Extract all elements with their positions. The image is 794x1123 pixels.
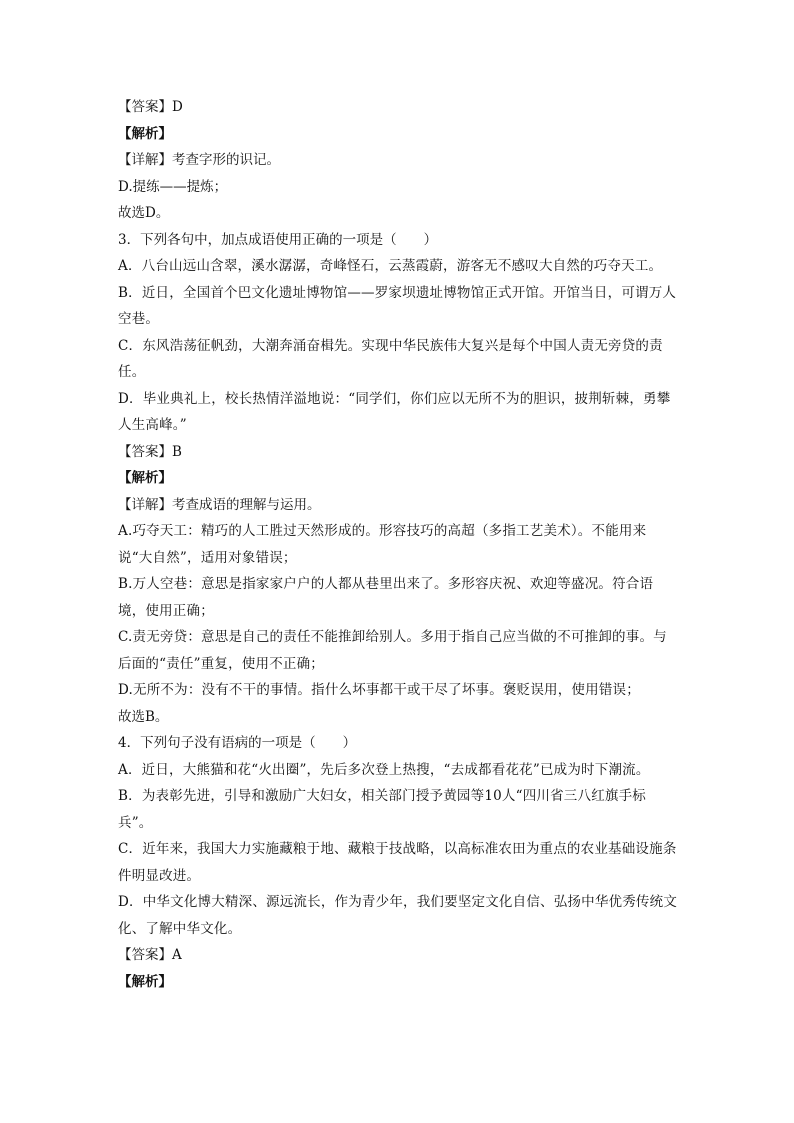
q2-detail: 【详解】考查字形的识记。 (118, 152, 280, 168)
q3-explain-b: B.万人空巷：意思是指家家户户的人都从巷里出来了。多形容庆祝、欢迎等盛况。符合语境，使用正确； (118, 576, 654, 619)
q3-analysis-label: 【解析】 (118, 470, 172, 486)
q4-question: 4．下列句子没有语病的一项是（ ） (118, 735, 357, 751)
q3-explain-a: A.巧夺天工：精巧的人工胜过天然形成的。形容技巧的高超（多指工艺美术）。不能用来说“大自然”，适用对象错误； (118, 523, 647, 566)
q3-conclusion: 故选B。 (118, 708, 169, 725)
q2-conclusion: 故选D。 (118, 205, 170, 221)
q3-detail: 【详解】考查成语的理解与运用。 (118, 496, 321, 513)
document-body (118, 94, 678, 995)
q3-option-b: B．近日，全国首个巴文化遗址博物馆——罗家坝遗址博物馆正式开馆。开馆当日，可谓万人空巷。 (118, 284, 677, 327)
q4-option-b: B．为表彰先进，引导和激励广大妇女，相关部门授予黄园等10人“四川省三八红旗手标兵”。 (118, 788, 646, 831)
q4-answer: 【答案】A (118, 947, 182, 963)
q2-answer: 【答案】D (118, 99, 183, 115)
q3-question: 3．下列各句中，加点成语使用正确的一项是（ ） (118, 231, 438, 248)
q3-answer: 【答案】B (118, 443, 182, 460)
q3-explain-c: C.责无旁贷：意思是自己的责任不能推卸给别人。多用于指自己应当做的不可推卸的事。与后面的“责任”重复，使用不正确； (118, 629, 667, 672)
q2-explanation: D.提练——提炼； (118, 178, 228, 195)
q4-option-a: A．近日，大熊猫和花“火出圈”，先后多次登上热搜，“去成都看花花”已成为时下潮流。 (118, 761, 650, 778)
q3-option-d: D．毕业典礼上，校长热情洋溢地说：“同学们，你们应以无所不为的胆识，披荆斩棘，勇攀人生高峰。” (118, 390, 671, 433)
q3-option-a: A．八台山远山含翠，溪水潺潺，奇峰怪石，云蒸霞蔚，游客无不感叹大自然的巧夺天工。 (118, 258, 663, 274)
q3-explain-d: D.无所不为：没有不干的事情。指什么坏事都干或干尽了坏事。褒贬误用，使用错误； (118, 682, 640, 698)
q2-analysis-label: 【解析】 (118, 125, 172, 142)
q4-option-c: C．近年来，我国大力实施藏粮于地、藏粮于技战略，以高标准农田为重点的农业基础设施条件明显改进。 (118, 841, 677, 884)
q4-option-d: D．中华文化博大精深、源远流长，作为青少年，我们要坚定文化自信、弘扬中华优秀传统文化、了解中华文化。 (118, 894, 678, 937)
q3-option-c: C．东风浩荡征帆劲，大潮奔涌奋楫先。实现中华民族伟大复兴是每个中国人责无旁贷的责任。 (118, 337, 663, 380)
q4-analysis-label: 【解析】 (118, 973, 172, 990)
